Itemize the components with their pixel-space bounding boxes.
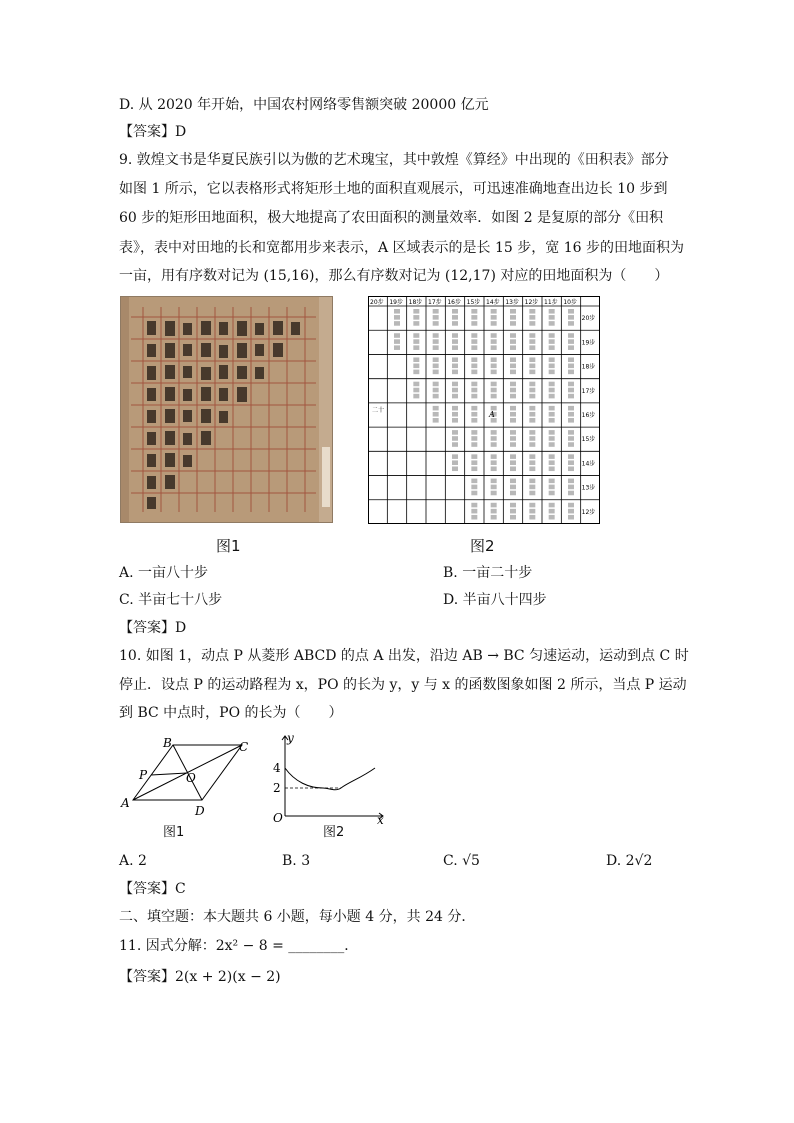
table-cell-text bbox=[491, 491, 497, 496]
table-cell-text bbox=[452, 333, 458, 338]
table-cell-text bbox=[491, 315, 497, 320]
table-cell-text bbox=[510, 515, 516, 520]
table-cell-text bbox=[529, 460, 535, 465]
table-cell-text bbox=[529, 491, 535, 496]
table-cell-text bbox=[529, 479, 535, 484]
q10-option-c: C. √5 bbox=[443, 853, 480, 869]
table-cell-text bbox=[510, 430, 516, 435]
table-cell-text bbox=[471, 509, 477, 514]
table-cell-text bbox=[491, 460, 497, 465]
table-cell-text bbox=[549, 436, 555, 441]
table-cell-text bbox=[452, 466, 458, 471]
table-cell-text bbox=[433, 339, 439, 344]
table-cell-text bbox=[549, 466, 555, 471]
table-cell-text bbox=[433, 382, 439, 387]
table-cell-text bbox=[471, 315, 477, 320]
table-cell-text bbox=[549, 339, 555, 344]
table-cell-text bbox=[471, 357, 477, 362]
point-p-label: P bbox=[139, 768, 148, 782]
table-cell-text bbox=[549, 394, 555, 399]
q9-line-3: 60 步的矩形田地面积，极大地提高了农田面积的测量效率．如图 2 是复原的部分《田积 bbox=[119, 210, 664, 226]
table-header-cell: 14步 bbox=[486, 299, 500, 306]
dunhuang-manuscript-image bbox=[120, 296, 333, 523]
table-cell-text bbox=[433, 394, 439, 399]
answer-11: 【答案】2(x + 2)(x − 2) bbox=[119, 969, 281, 985]
table-cell-text bbox=[452, 345, 458, 350]
table-cell-text bbox=[568, 382, 574, 387]
table-cell-text bbox=[413, 394, 419, 399]
table-cell-text bbox=[568, 418, 574, 423]
table-cell-text bbox=[510, 309, 516, 314]
table-cell-text bbox=[491, 466, 497, 471]
table-cell-text bbox=[452, 315, 458, 320]
table-cell-text bbox=[529, 345, 535, 350]
table-cell-text bbox=[471, 406, 477, 411]
table-cell-text bbox=[529, 388, 535, 393]
table-cell-text bbox=[510, 503, 516, 508]
table-cell-text bbox=[568, 333, 574, 338]
table-header-cell: 11步 bbox=[544, 299, 558, 306]
table-row-label: 18步 bbox=[581, 363, 596, 371]
table-cell-text bbox=[529, 309, 535, 314]
table-cell-text bbox=[549, 418, 555, 423]
table-cell-text bbox=[529, 418, 535, 423]
table-cell-text bbox=[491, 382, 497, 387]
q9-line-2: 如图 1 所示，它以表格形式将矩形土地的面积直观展示，可迅速准确地查出边长 10 步到 bbox=[119, 181, 668, 197]
table-cell-text bbox=[549, 430, 555, 435]
table-cell-text bbox=[471, 333, 477, 338]
table-cell-text bbox=[529, 442, 535, 447]
table-header-cell: 18步 bbox=[408, 299, 423, 306]
table-cell-text bbox=[510, 357, 516, 362]
q9-option-a: A. 一亩八十步 bbox=[119, 565, 209, 581]
q9-line-5: 一亩，用有序数对记为 (15,16)，那么有序数对记为 (12,17) 对应的田地面积为（ ） bbox=[119, 268, 669, 284]
table-cell-text bbox=[510, 394, 516, 399]
table-cell-text bbox=[471, 436, 477, 441]
table-cell-text bbox=[452, 364, 458, 369]
table-cell-text bbox=[491, 364, 497, 369]
table-cell-text bbox=[549, 509, 555, 514]
table-cell-text bbox=[510, 485, 516, 490]
table-cell-text bbox=[471, 345, 477, 350]
table-cell-text bbox=[491, 442, 497, 447]
table-cell-text bbox=[471, 454, 477, 459]
table-cell-text bbox=[491, 479, 497, 484]
q9-option-d: D. 半亩八十四步 bbox=[443, 592, 547, 608]
table-cell-text bbox=[510, 442, 516, 447]
table-cell-text bbox=[471, 485, 477, 490]
table-cell-text bbox=[510, 412, 516, 417]
q11-line: 11. 因式分解：2x² − 8 = ________． bbox=[119, 938, 359, 954]
table-cell-text bbox=[549, 442, 555, 447]
table-cell-text bbox=[491, 515, 497, 520]
table-cell-text bbox=[413, 382, 419, 387]
table-cell-text bbox=[568, 388, 574, 393]
table-cell-text bbox=[433, 357, 439, 362]
table-cell-text bbox=[413, 388, 419, 393]
table-cell-text bbox=[510, 466, 516, 471]
q9-option-b: B. 一亩二十步 bbox=[443, 565, 533, 581]
table-cell-text bbox=[549, 345, 555, 350]
table-cell-text bbox=[568, 394, 574, 399]
table-cell-text bbox=[452, 418, 458, 423]
table-row-label: 17步 bbox=[581, 387, 596, 395]
table-cell-text bbox=[413, 315, 419, 320]
table-cell-text bbox=[529, 406, 535, 411]
table-cell-text bbox=[568, 503, 574, 508]
q9-line-4: 表》，表中对田地的长和宽都用步来表示，A 区域表示的是长 15 步，宽 16 步的田地面积为 bbox=[119, 240, 684, 256]
table-cell-text bbox=[529, 333, 535, 338]
table-cell-text bbox=[471, 382, 477, 387]
table-cell-text bbox=[568, 430, 574, 435]
table-cell-text bbox=[413, 333, 419, 338]
table-cell-text bbox=[452, 309, 458, 314]
table-cell-text bbox=[452, 430, 458, 435]
table-cell-text bbox=[510, 388, 516, 393]
table-cell-text bbox=[510, 479, 516, 484]
table-cell-text bbox=[529, 370, 535, 375]
function-graph bbox=[265, 730, 395, 825]
table-cell-text bbox=[452, 339, 458, 344]
table-cell-text bbox=[529, 394, 535, 399]
q10-option-d: D. 2√2 bbox=[606, 853, 653, 869]
table-cell-text bbox=[568, 442, 574, 447]
table-cell-text bbox=[413, 345, 419, 350]
table-cell-text bbox=[394, 321, 400, 326]
table-cell-text bbox=[471, 394, 477, 399]
table-cell-text bbox=[491, 430, 497, 435]
table-cell-text bbox=[510, 460, 516, 465]
table-cell-text bbox=[471, 503, 477, 508]
table-header-cell: 16步 bbox=[447, 299, 461, 306]
table-cell-text bbox=[529, 430, 535, 435]
table-cell-text bbox=[413, 370, 419, 375]
q10-option-a: A. 2 bbox=[119, 853, 147, 869]
table-cell-text bbox=[452, 436, 458, 441]
point-o-label: O bbox=[186, 771, 196, 785]
x-axis-label: x bbox=[377, 813, 384, 825]
table-cell-text bbox=[433, 321, 439, 326]
table-cell-text bbox=[568, 436, 574, 441]
table-cell-text bbox=[568, 509, 574, 514]
table-cell-text bbox=[471, 370, 477, 375]
table-cell-text bbox=[394, 339, 400, 344]
table-cell-text bbox=[471, 418, 477, 423]
table-cell-text bbox=[471, 321, 477, 326]
table-cell-text bbox=[549, 454, 555, 459]
table-side-text: 二十 bbox=[372, 407, 385, 414]
table-cell-text bbox=[452, 460, 458, 465]
section-2-heading: 二、填空题：本大题共 6 小题，每小题 4 分，共 24 分． bbox=[119, 909, 476, 925]
table-cell-text bbox=[549, 388, 555, 393]
y-tick-4: 4 bbox=[273, 761, 281, 775]
q10-line-3: 到 BC 中点时，PO 的长为（ ） bbox=[119, 705, 343, 721]
table-cell-text bbox=[510, 370, 516, 375]
field-area-table bbox=[368, 296, 600, 524]
table-cell-text bbox=[471, 388, 477, 393]
table-cell-text bbox=[568, 412, 574, 417]
table-cell-text bbox=[491, 388, 497, 393]
q10-fig2-caption: 图2 bbox=[323, 825, 345, 840]
table-cell-text bbox=[568, 454, 574, 459]
table-cell-text bbox=[549, 485, 555, 490]
table-cell-text bbox=[471, 491, 477, 496]
table-cell-text bbox=[549, 364, 555, 369]
table-cell-text bbox=[433, 388, 439, 393]
table-cell-text bbox=[433, 370, 439, 375]
table-cell-text bbox=[510, 509, 516, 514]
table-cell-text bbox=[568, 485, 574, 490]
table-cell-text bbox=[568, 460, 574, 465]
table-cell-text bbox=[452, 370, 458, 375]
table-a-label: A bbox=[489, 410, 495, 419]
q9-line-1: 9. 敦煌文书是华夏民族引以为傲的艺术瑰宝，其中敦煌《算经》中出现的《田积表》部分 bbox=[119, 152, 669, 168]
table-cell-text bbox=[471, 515, 477, 520]
table-cell-text bbox=[413, 321, 419, 326]
table-cell-text bbox=[491, 370, 497, 375]
table-cell-text bbox=[433, 333, 439, 338]
table-cell-text bbox=[549, 412, 555, 417]
table-cell-text bbox=[510, 454, 516, 459]
table-cell-text bbox=[491, 454, 497, 459]
table-cell-text bbox=[510, 321, 516, 326]
point-c-label: C bbox=[239, 740, 249, 754]
table-row-label: 12步 bbox=[581, 508, 596, 516]
table-cell-text bbox=[549, 460, 555, 465]
table-header-cell: 20步 bbox=[370, 299, 384, 306]
table-cell-text bbox=[510, 364, 516, 369]
table-cell-text bbox=[491, 503, 497, 508]
rhombus-figure bbox=[115, 733, 260, 823]
table-cell-text bbox=[452, 388, 458, 393]
table-header-cell: 19步 bbox=[389, 299, 403, 306]
table-cell-text bbox=[529, 466, 535, 471]
table-header-cell: 12步 bbox=[524, 299, 539, 306]
table-cell-text bbox=[433, 406, 439, 411]
table-cell-text bbox=[394, 315, 400, 320]
table-cell-text bbox=[529, 503, 535, 508]
table-cell-text bbox=[549, 406, 555, 411]
table-cell-text bbox=[510, 345, 516, 350]
point-b-label: B bbox=[163, 736, 172, 750]
table-cell-text bbox=[529, 515, 535, 520]
table-cell-text bbox=[568, 406, 574, 411]
table-cell-text bbox=[452, 321, 458, 326]
table-header-cell: 15步 bbox=[466, 299, 481, 306]
table-cell-text bbox=[491, 509, 497, 514]
table-cell-text bbox=[529, 509, 535, 514]
table-cell-text bbox=[510, 382, 516, 387]
table-cell-text bbox=[568, 370, 574, 375]
table-row-label: 19步 bbox=[581, 339, 596, 347]
table-cell-text bbox=[394, 345, 400, 350]
table-row-label: 16步 bbox=[581, 412, 596, 419]
table-cell-text bbox=[394, 309, 400, 314]
table-cell-text bbox=[568, 309, 574, 314]
table-header-cell: 10步 bbox=[563, 299, 577, 306]
table-cell-text bbox=[568, 321, 574, 326]
q10-fig1-caption: 图1 bbox=[163, 825, 185, 840]
table-cell-text bbox=[433, 418, 439, 423]
table-cell-text bbox=[529, 454, 535, 459]
table-cell-text bbox=[471, 339, 477, 344]
table-cell-text bbox=[529, 382, 535, 387]
y-tick-2: 2 bbox=[273, 781, 281, 795]
table-cell-text bbox=[529, 364, 535, 369]
table-cell-text bbox=[471, 364, 477, 369]
q10-line-2: 停止．设点 P 的运动路程为 x，PO 的长为 y，y 与 x 的函数图象如图 2 所示，当点 P 运动 bbox=[119, 677, 687, 693]
table-cell-text bbox=[471, 460, 477, 465]
table-cell-text bbox=[529, 339, 535, 344]
table-cell-text bbox=[433, 345, 439, 350]
table-cell-text bbox=[471, 442, 477, 447]
origin-label: O bbox=[273, 811, 283, 825]
table-cell-text bbox=[568, 515, 574, 520]
q9-fig2-caption: 图2 bbox=[470, 537, 495, 555]
table-cell-text bbox=[491, 436, 497, 441]
table-header-cell: 13步 bbox=[505, 299, 519, 306]
table-cell-text bbox=[471, 430, 477, 435]
table-cell-text bbox=[510, 406, 516, 411]
point-d-label: D bbox=[195, 804, 205, 818]
answer-10: 【答案】C bbox=[119, 881, 186, 897]
table-cell-text bbox=[471, 479, 477, 484]
table-cell-text bbox=[452, 442, 458, 447]
table-cell-text bbox=[491, 339, 497, 344]
table-cell-text bbox=[491, 345, 497, 350]
table-cell-text bbox=[568, 315, 574, 320]
table-cell-text bbox=[510, 333, 516, 338]
table-cell-text bbox=[413, 339, 419, 344]
table-cell-text bbox=[452, 406, 458, 411]
table-cell-text bbox=[491, 485, 497, 490]
manuscript-texture bbox=[121, 297, 333, 523]
q9-option-c: C. 半亩七十八步 bbox=[119, 592, 223, 608]
table-cell-text bbox=[394, 333, 400, 338]
answer-8: 【答案】D bbox=[119, 124, 187, 140]
table-cell-text bbox=[510, 339, 516, 344]
table-cell-text bbox=[510, 418, 516, 423]
table-cell-text bbox=[452, 357, 458, 362]
q9-fig1-caption: 图1 bbox=[216, 537, 241, 555]
table-cell-text bbox=[452, 382, 458, 387]
table-cell-text bbox=[452, 454, 458, 459]
table-cell-text bbox=[568, 466, 574, 471]
q10-line-1: 10. 如图 1，动点 P 从菱形 ABCD 的点 A 出发，沿边 AB → BC 匀速运动，运动到点 C 时 bbox=[119, 648, 689, 664]
table-cell-text bbox=[452, 394, 458, 399]
table-cell-text bbox=[568, 339, 574, 344]
table-cell-text bbox=[433, 364, 439, 369]
table-cell-text bbox=[510, 315, 516, 320]
table-cell-text bbox=[529, 436, 535, 441]
table-cell-text bbox=[433, 412, 439, 417]
table-cell-text bbox=[529, 485, 535, 490]
table-row-label: 13步 bbox=[581, 484, 596, 492]
table-cell-text bbox=[433, 315, 439, 320]
y-axis-label: y bbox=[287, 731, 294, 745]
table-cell-text bbox=[491, 309, 497, 314]
table-cell-text bbox=[491, 394, 497, 399]
table-cell-text bbox=[549, 479, 555, 484]
table-cell-text bbox=[549, 333, 555, 338]
point-a-label: A bbox=[121, 796, 130, 810]
table-row-label: 14步 bbox=[581, 460, 596, 468]
table-cell-text bbox=[491, 333, 497, 338]
table-cell-text bbox=[568, 479, 574, 484]
table-cell-text bbox=[491, 357, 497, 362]
table-cell-text bbox=[568, 345, 574, 350]
table-header-cell: 17步 bbox=[428, 299, 442, 306]
table-cell-text bbox=[529, 321, 535, 326]
table-cell-text bbox=[529, 315, 535, 320]
table-cell-text bbox=[413, 309, 419, 314]
table-cell-text bbox=[549, 309, 555, 314]
table-cell-text bbox=[413, 357, 419, 362]
table-cell-text bbox=[471, 309, 477, 314]
table-cell-text bbox=[471, 412, 477, 417]
table-cell-text bbox=[549, 357, 555, 362]
table-cell-text bbox=[568, 357, 574, 362]
q10-option-b: B. 3 bbox=[282, 853, 311, 869]
table-cell-text bbox=[529, 412, 535, 417]
table-cell-text bbox=[549, 515, 555, 520]
table-cell-text bbox=[510, 491, 516, 496]
table-cell-text bbox=[549, 315, 555, 320]
table-cell-text bbox=[549, 370, 555, 375]
table-cell-text bbox=[549, 382, 555, 387]
table-cell-text bbox=[549, 321, 555, 326]
table-cell-text bbox=[433, 309, 439, 314]
table-cell-text bbox=[568, 364, 574, 369]
table-cell-text bbox=[529, 357, 535, 362]
table-cell-text bbox=[568, 491, 574, 496]
table-cell-text bbox=[452, 412, 458, 417]
table-cell-text bbox=[491, 321, 497, 326]
table-row-label: 15步 bbox=[581, 436, 596, 444]
table-row-label: 20步 bbox=[581, 315, 596, 323]
table-cell-text bbox=[549, 491, 555, 496]
d-option-line: D. 从 2020 年开始，中国农村网络零售额突破 20000 亿元 bbox=[119, 97, 489, 113]
answer-9: 【答案】D bbox=[119, 620, 187, 636]
table-cell-text bbox=[413, 364, 419, 369]
table-cell-text bbox=[471, 466, 477, 471]
table-cell-text bbox=[549, 503, 555, 508]
table-cell-text bbox=[510, 436, 516, 441]
